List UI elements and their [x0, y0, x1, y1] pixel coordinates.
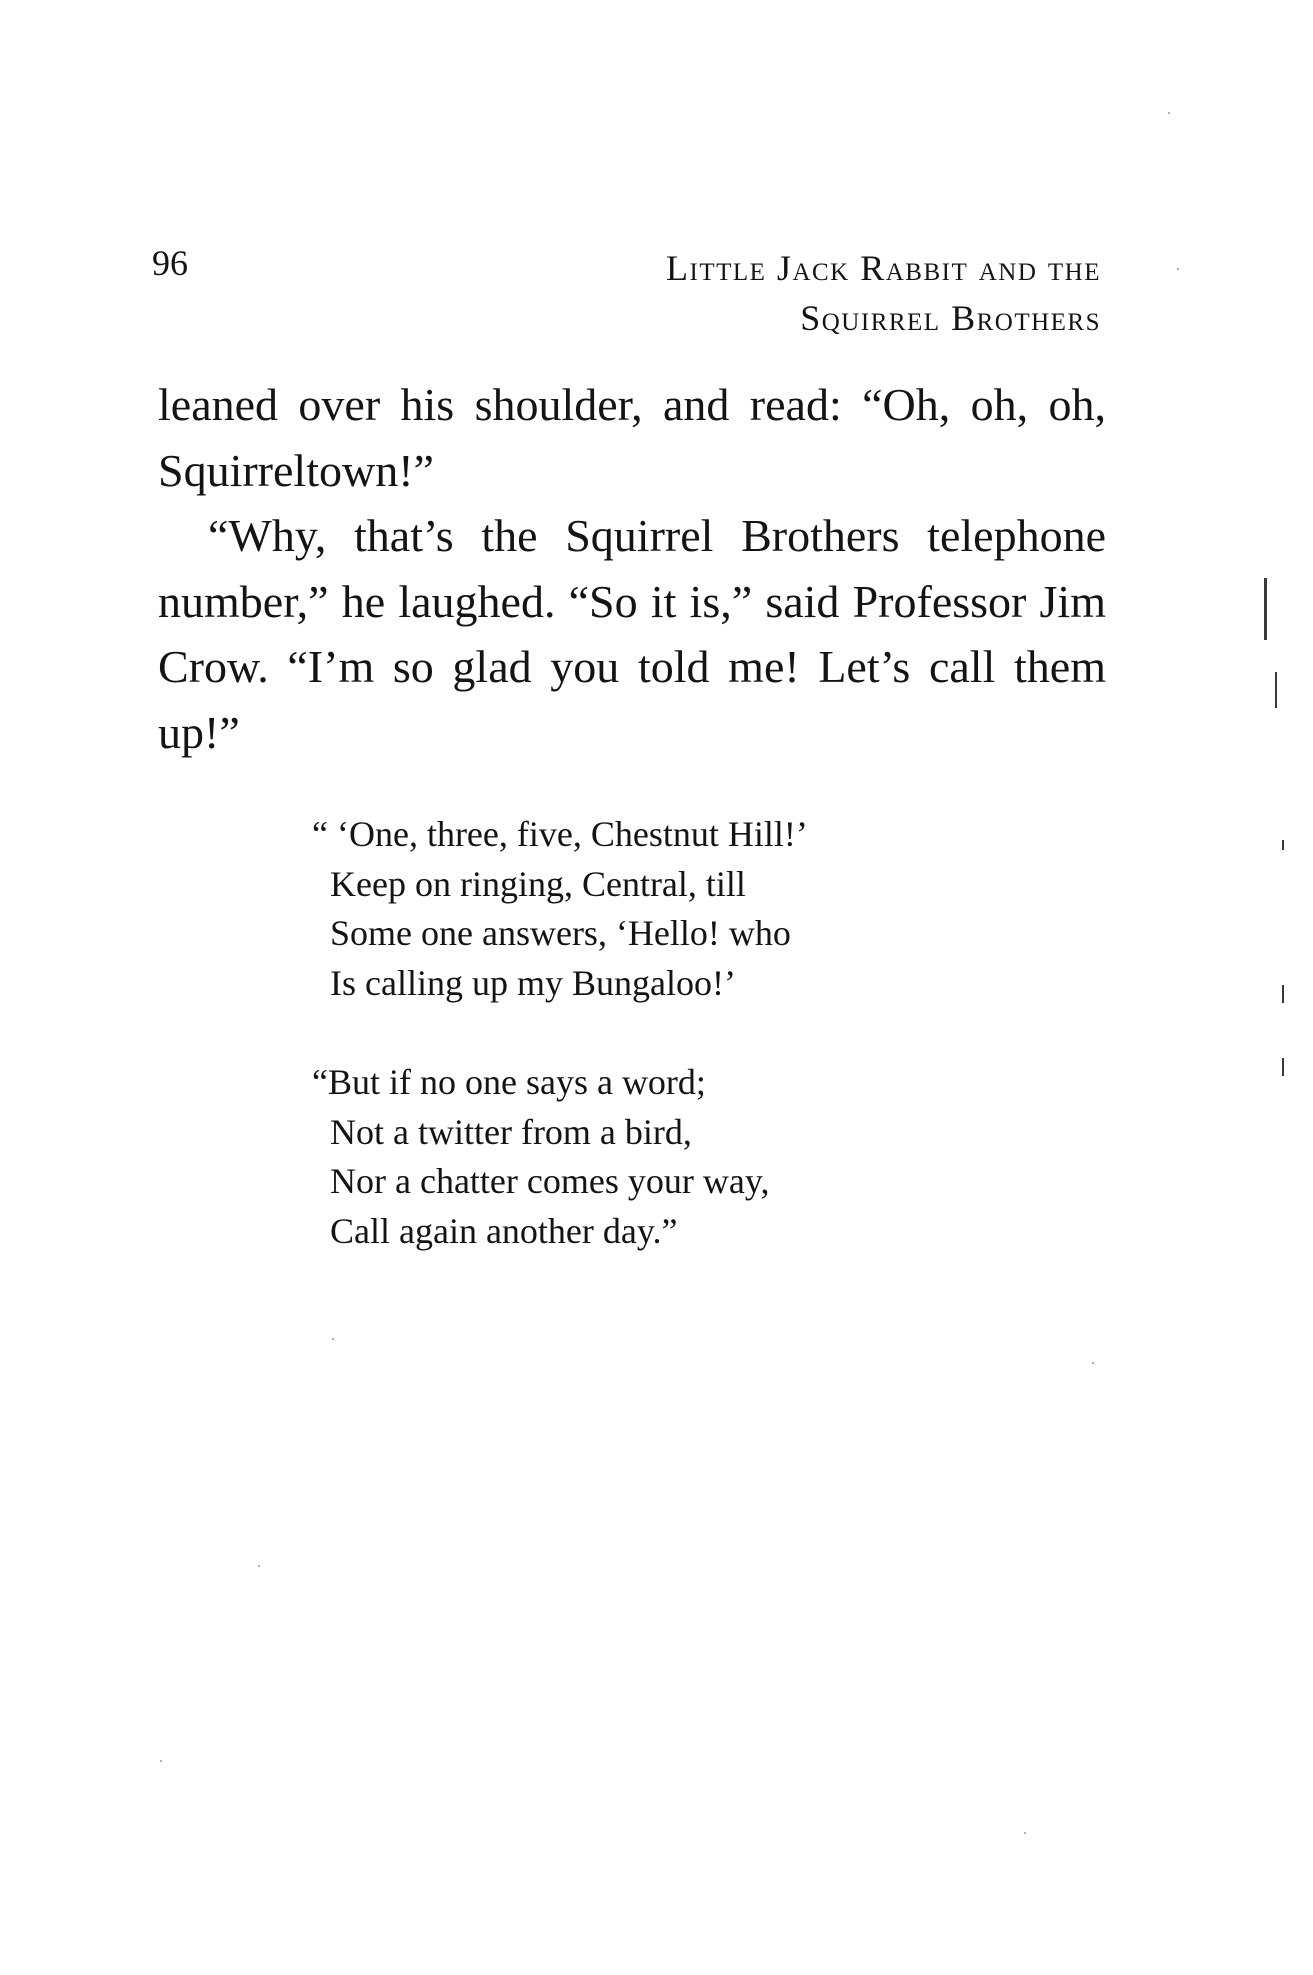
paragraph: leaned over his shoulder, and read: “Oh, oh, oh, Squirreltown!”: [158, 379, 1106, 496]
scan-mark: [1282, 985, 1284, 1003]
verse-line: Call again another day.”: [330, 1210, 678, 1251]
verse-line: “But if no one says a word;: [312, 1062, 706, 1102]
running-head-line-2: Squirrel Brothers: [800, 298, 1101, 338]
scan-mark: [1264, 578, 1267, 640]
verse-stanza: [312, 810, 1012, 1008]
scan-mark: [1282, 840, 1284, 850]
scan-speck: [258, 1565, 260, 1567]
scan-mark: [1282, 1058, 1284, 1076]
verse-line: Keep on ringing, Central, till: [330, 863, 746, 904]
scan-speck: [1177, 268, 1179, 270]
scan-speck: [1024, 1832, 1026, 1834]
running-head-line-1: Little Jack Rabbit and the: [666, 248, 1101, 288]
running-head: [666, 243, 1101, 343]
verse-line: Not a twitter from a bird,: [330, 1111, 692, 1152]
prose-body: [158, 372, 1106, 765]
verse-line: Some one answers, ‘Hello! who: [330, 913, 791, 953]
paragraph: “Why, that’s the Squirrel Brothers telephone number,” he laughed. “So it is,” said Professor Jim Crow. “I’m so glad you told me! Let’s call them up!”: [158, 510, 1106, 758]
page-number: 96: [152, 243, 188, 283]
scan-mark: [1275, 672, 1277, 708]
scan-speck: [332, 1338, 334, 1340]
scan-speck: [160, 1760, 162, 1762]
scan-speck: [1092, 1362, 1094, 1364]
verse-line: Is calling up my Bungaloo!’: [330, 962, 736, 1003]
verse-line: Nor a chatter comes your way,: [330, 1161, 770, 1201]
verse-line: “ ‘One, three, five, Chestnut Hill!’: [312, 814, 808, 854]
scan-speck: [1168, 112, 1170, 114]
verse-stanza: [312, 1058, 1012, 1256]
